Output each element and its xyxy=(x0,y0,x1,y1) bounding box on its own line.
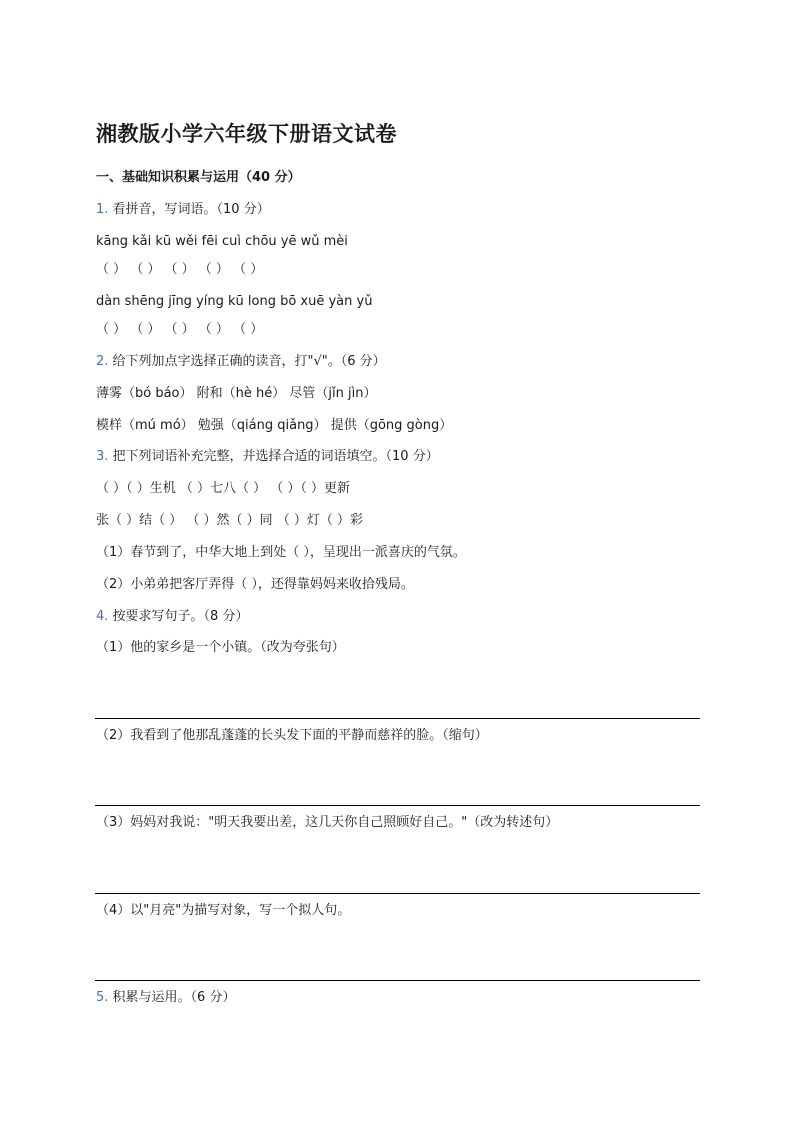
pinyin-row-1: kāng kǎi kū wěi fēi cuì chōu yē wǔ mèi xyxy=(96,234,348,249)
fill-in-sentence-1: （1）春节到了，中华大地上到处（ ），呈现出一派喜庆的气氛。 xyxy=(96,545,466,560)
answer-line[interactable] xyxy=(95,980,700,981)
answer-line[interactable] xyxy=(95,893,700,894)
fill-in-sentence-2: （2）小弟弟把客厅弄得（ ），还得靠妈妈来收拾残局。 xyxy=(96,577,414,592)
question-number: 4. xyxy=(96,609,109,624)
question-text: 把下列词语补充完整，并选择合适的词语填空。（10 分） xyxy=(108,449,439,464)
question-number: 5. xyxy=(96,990,109,1005)
question-text: 给下列加点字选择正确的读音，打"√"。（6 分） xyxy=(108,354,386,369)
idiom-row-1: （ ）（ ）生机 （ ）七八（ ） （ ）（ ）更新 xyxy=(96,481,351,496)
question-number: 2. xyxy=(96,354,109,369)
question-3 xyxy=(96,449,439,465)
pronunciation-row-2: 模样（mú mó） 勉强（qiáng qiǎng） 提供（gōng gòng） xyxy=(96,418,453,433)
rewrite-prompt-1: （1）他的家乡是一个小镇。（改为夸张句） xyxy=(96,640,345,655)
question-text: 看拼音，写词语。（10 分） xyxy=(108,202,270,217)
question-2 xyxy=(96,354,386,370)
question-4 xyxy=(96,609,248,625)
question-5 xyxy=(96,990,235,1006)
answer-line[interactable] xyxy=(95,718,700,719)
question-1 xyxy=(96,202,270,218)
section-heading-basic-knowledge: 一、基础知识积累与运用（40 分） xyxy=(96,170,301,185)
idiom-row-2: 张（ ）结（ ） （ ）然（ ）同 （ ）灯（ ）彩 xyxy=(96,513,364,528)
answer-blanks-row-2: （ ） （ ） （ ） （ ） （ ） xyxy=(96,322,264,337)
question-text: 按要求写句子。（8 分） xyxy=(108,609,249,624)
answer-blanks-row-1: （ ） （ ） （ ） （ ） （ ） xyxy=(96,262,264,277)
page-title: 湘教版小学六年级下册语文试卷 xyxy=(96,122,397,146)
question-number: 3. xyxy=(96,449,109,464)
rewrite-prompt-3: （3）妈妈对我说："明天我要出差，这几天你自己照顾好自己。"（改为转述句） xyxy=(96,815,559,830)
question-text: 积累与运用。（6 分） xyxy=(108,990,236,1005)
answer-line[interactable] xyxy=(95,805,700,806)
rewrite-prompt-4: （4）以"月亮"为描写对象，写一个拟人句。 xyxy=(96,903,351,918)
pinyin-row-2: dàn shēng jīng yíng kū long bō xuē yàn yǔ xyxy=(96,294,373,309)
question-number: 1. xyxy=(96,202,109,217)
rewrite-prompt-2: （2）我看到了他那乱蓬蓬的长头发下面的平静而慈祥的脸。（缩句） xyxy=(96,728,488,743)
pronunciation-row-1: 薄雾（bó báo） 附和（hè hé） 尽管（jǐn jìn） xyxy=(96,386,377,401)
